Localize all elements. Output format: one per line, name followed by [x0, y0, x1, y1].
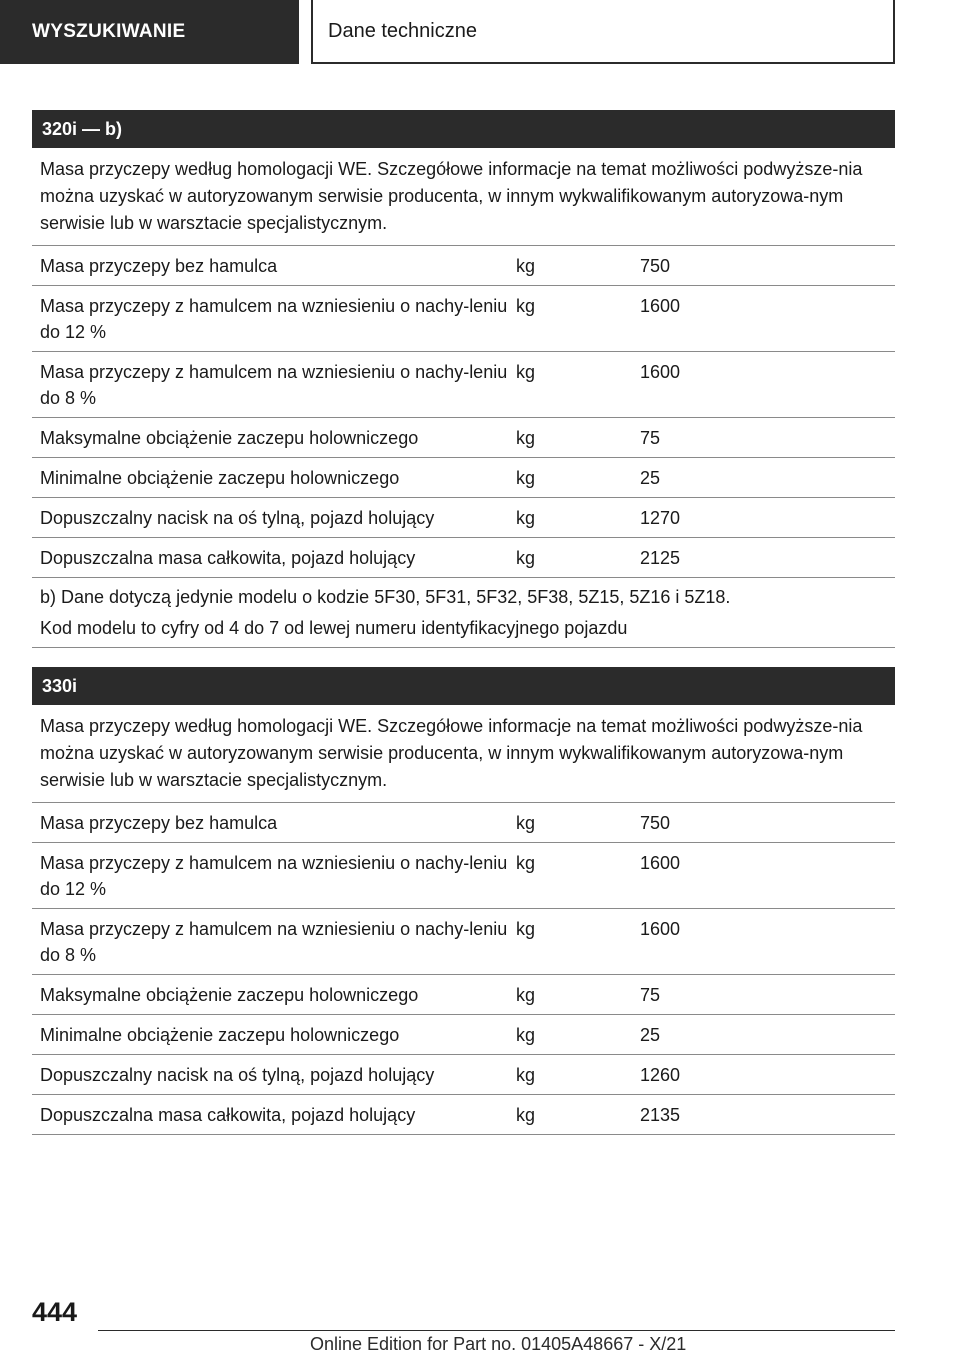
table-row [32, 909, 895, 975]
page-number: 444 [32, 1297, 78, 1327]
row-value: 1600 [640, 362, 681, 382]
table-row [32, 498, 895, 538]
row-value: 1270 [640, 508, 681, 528]
footnote: b) Dane dotyczą jedynie modelu o kodzie 5F30, 5F31, 5F32, 5F38, 5Z15, 5Z16 i 5Z18. [40, 587, 731, 607]
footer-divider [98, 1330, 895, 1331]
row-value: 2125 [640, 548, 681, 568]
row-label: Maksymalne obciążenie zaczepu holowniczego [40, 428, 419, 448]
row-unit: kg [516, 1025, 536, 1045]
search-tab-label: WYSZUKIWANIE [32, 21, 186, 42]
table-row [32, 352, 895, 418]
row-unit: kg [516, 1065, 536, 1085]
table-row [32, 458, 895, 498]
row-label: Masa przyczepy z hamulcem na wzniesieniu o nachy-leniu do 12 % [40, 853, 508, 899]
chapter-title: Dane techniczne [328, 19, 477, 42]
row-unit: kg [516, 296, 536, 316]
footer-edition: Online Edition for Part no. 01405A48667 - X/21 [310, 1334, 687, 1354]
row-unit: kg [516, 853, 536, 873]
row-value: 750 [640, 813, 671, 833]
row-value: 75 [640, 428, 661, 448]
row-value: 1600 [640, 853, 681, 873]
row-unit: kg [516, 508, 536, 528]
row-label: Dopuszczalny nacisk na oś tylną, pojazd holujący [40, 1065, 435, 1085]
row-label: Masa przyczepy z hamulcem na wzniesieniu o nachy-leniu do 8 % [40, 919, 508, 965]
row-label: Minimalne obciążenie zaczepu holowniczego [40, 468, 400, 488]
row-label: Maksymalne obciążenie zaczepu holowniczego [40, 985, 419, 1005]
table-row [32, 1095, 895, 1135]
row-unit: kg [516, 548, 536, 568]
table-row [32, 1055, 895, 1095]
section-heading: 320i — b) [32, 110, 895, 148]
row-label: Minimalne obciążenie zaczepu holowniczego [40, 1025, 400, 1045]
section-intro: Masa przyczepy według homologacji WE. Szczegółowe informacje na temat możliwości podwyższe-nia można uzyskać w autoryzowanym serwisie producenta, w innym wykwalifikowanym autoryzowa-nym serwisie lub w warsztacie specjalistycznym. [32, 148, 895, 246]
row-unit: kg [516, 468, 536, 488]
row-unit: kg [516, 919, 536, 939]
search-tab[interactable] [0, 0, 299, 64]
section-intro: Masa przyczepy według homologacji WE. Szczegółowe informacje na temat możliwości podwyższe-nia można uzyskać w autoryzowanym serwisie producenta, w innym wykwalifikowanym autoryzowa-nym serwisie lub w warsztacie specjalistycznym. [32, 705, 895, 803]
row-label: Dopuszczalna masa całkowita, pojazd holujący [40, 548, 416, 568]
section-320i [32, 110, 895, 648]
row-unit: kg [516, 428, 536, 448]
row-value: 1600 [640, 919, 681, 939]
table-row [32, 538, 895, 578]
table-row [32, 803, 895, 843]
table-row [32, 843, 895, 909]
table-footnotes [32, 578, 895, 648]
row-label: Masa przyczepy bez hamulca [40, 813, 278, 833]
page-header-title [311, 0, 895, 64]
row-value: 750 [640, 256, 671, 276]
row-unit: kg [516, 362, 536, 382]
row-label: Masa przyczepy bez hamulca [40, 256, 278, 276]
row-unit: kg [516, 1105, 536, 1125]
row-value: 1600 [640, 296, 681, 316]
row-label: Masa przyczepy z hamulcem na wzniesieniu o nachy-leniu do 8 % [40, 362, 508, 408]
row-value: 75 [640, 985, 661, 1005]
row-unit: kg [516, 813, 536, 833]
footnote: Kod modelu to cyfry od 4 do 7 od lewej numeru identyfikacyjnego pojazdu [40, 618, 628, 638]
row-value: 1260 [640, 1065, 681, 1085]
table-row [32, 246, 895, 286]
row-unit: kg [516, 256, 536, 276]
table-row [32, 286, 895, 352]
row-value: 25 [640, 468, 661, 488]
row-value: 25 [640, 1025, 661, 1045]
table-row [32, 1015, 895, 1055]
section-heading: 330i [32, 667, 895, 705]
table-row [32, 418, 895, 458]
row-label: Dopuszczalna masa całkowita, pojazd holujący [40, 1105, 416, 1125]
row-value: 2135 [640, 1105, 681, 1125]
section-330i [32, 667, 895, 1135]
table-row [32, 975, 895, 1015]
row-label: Dopuszczalny nacisk na oś tylną, pojazd holujący [40, 508, 435, 528]
row-unit: kg [516, 985, 536, 1005]
row-label: Masa przyczepy z hamulcem na wzniesieniu o nachy-leniu do 12 % [40, 296, 508, 342]
